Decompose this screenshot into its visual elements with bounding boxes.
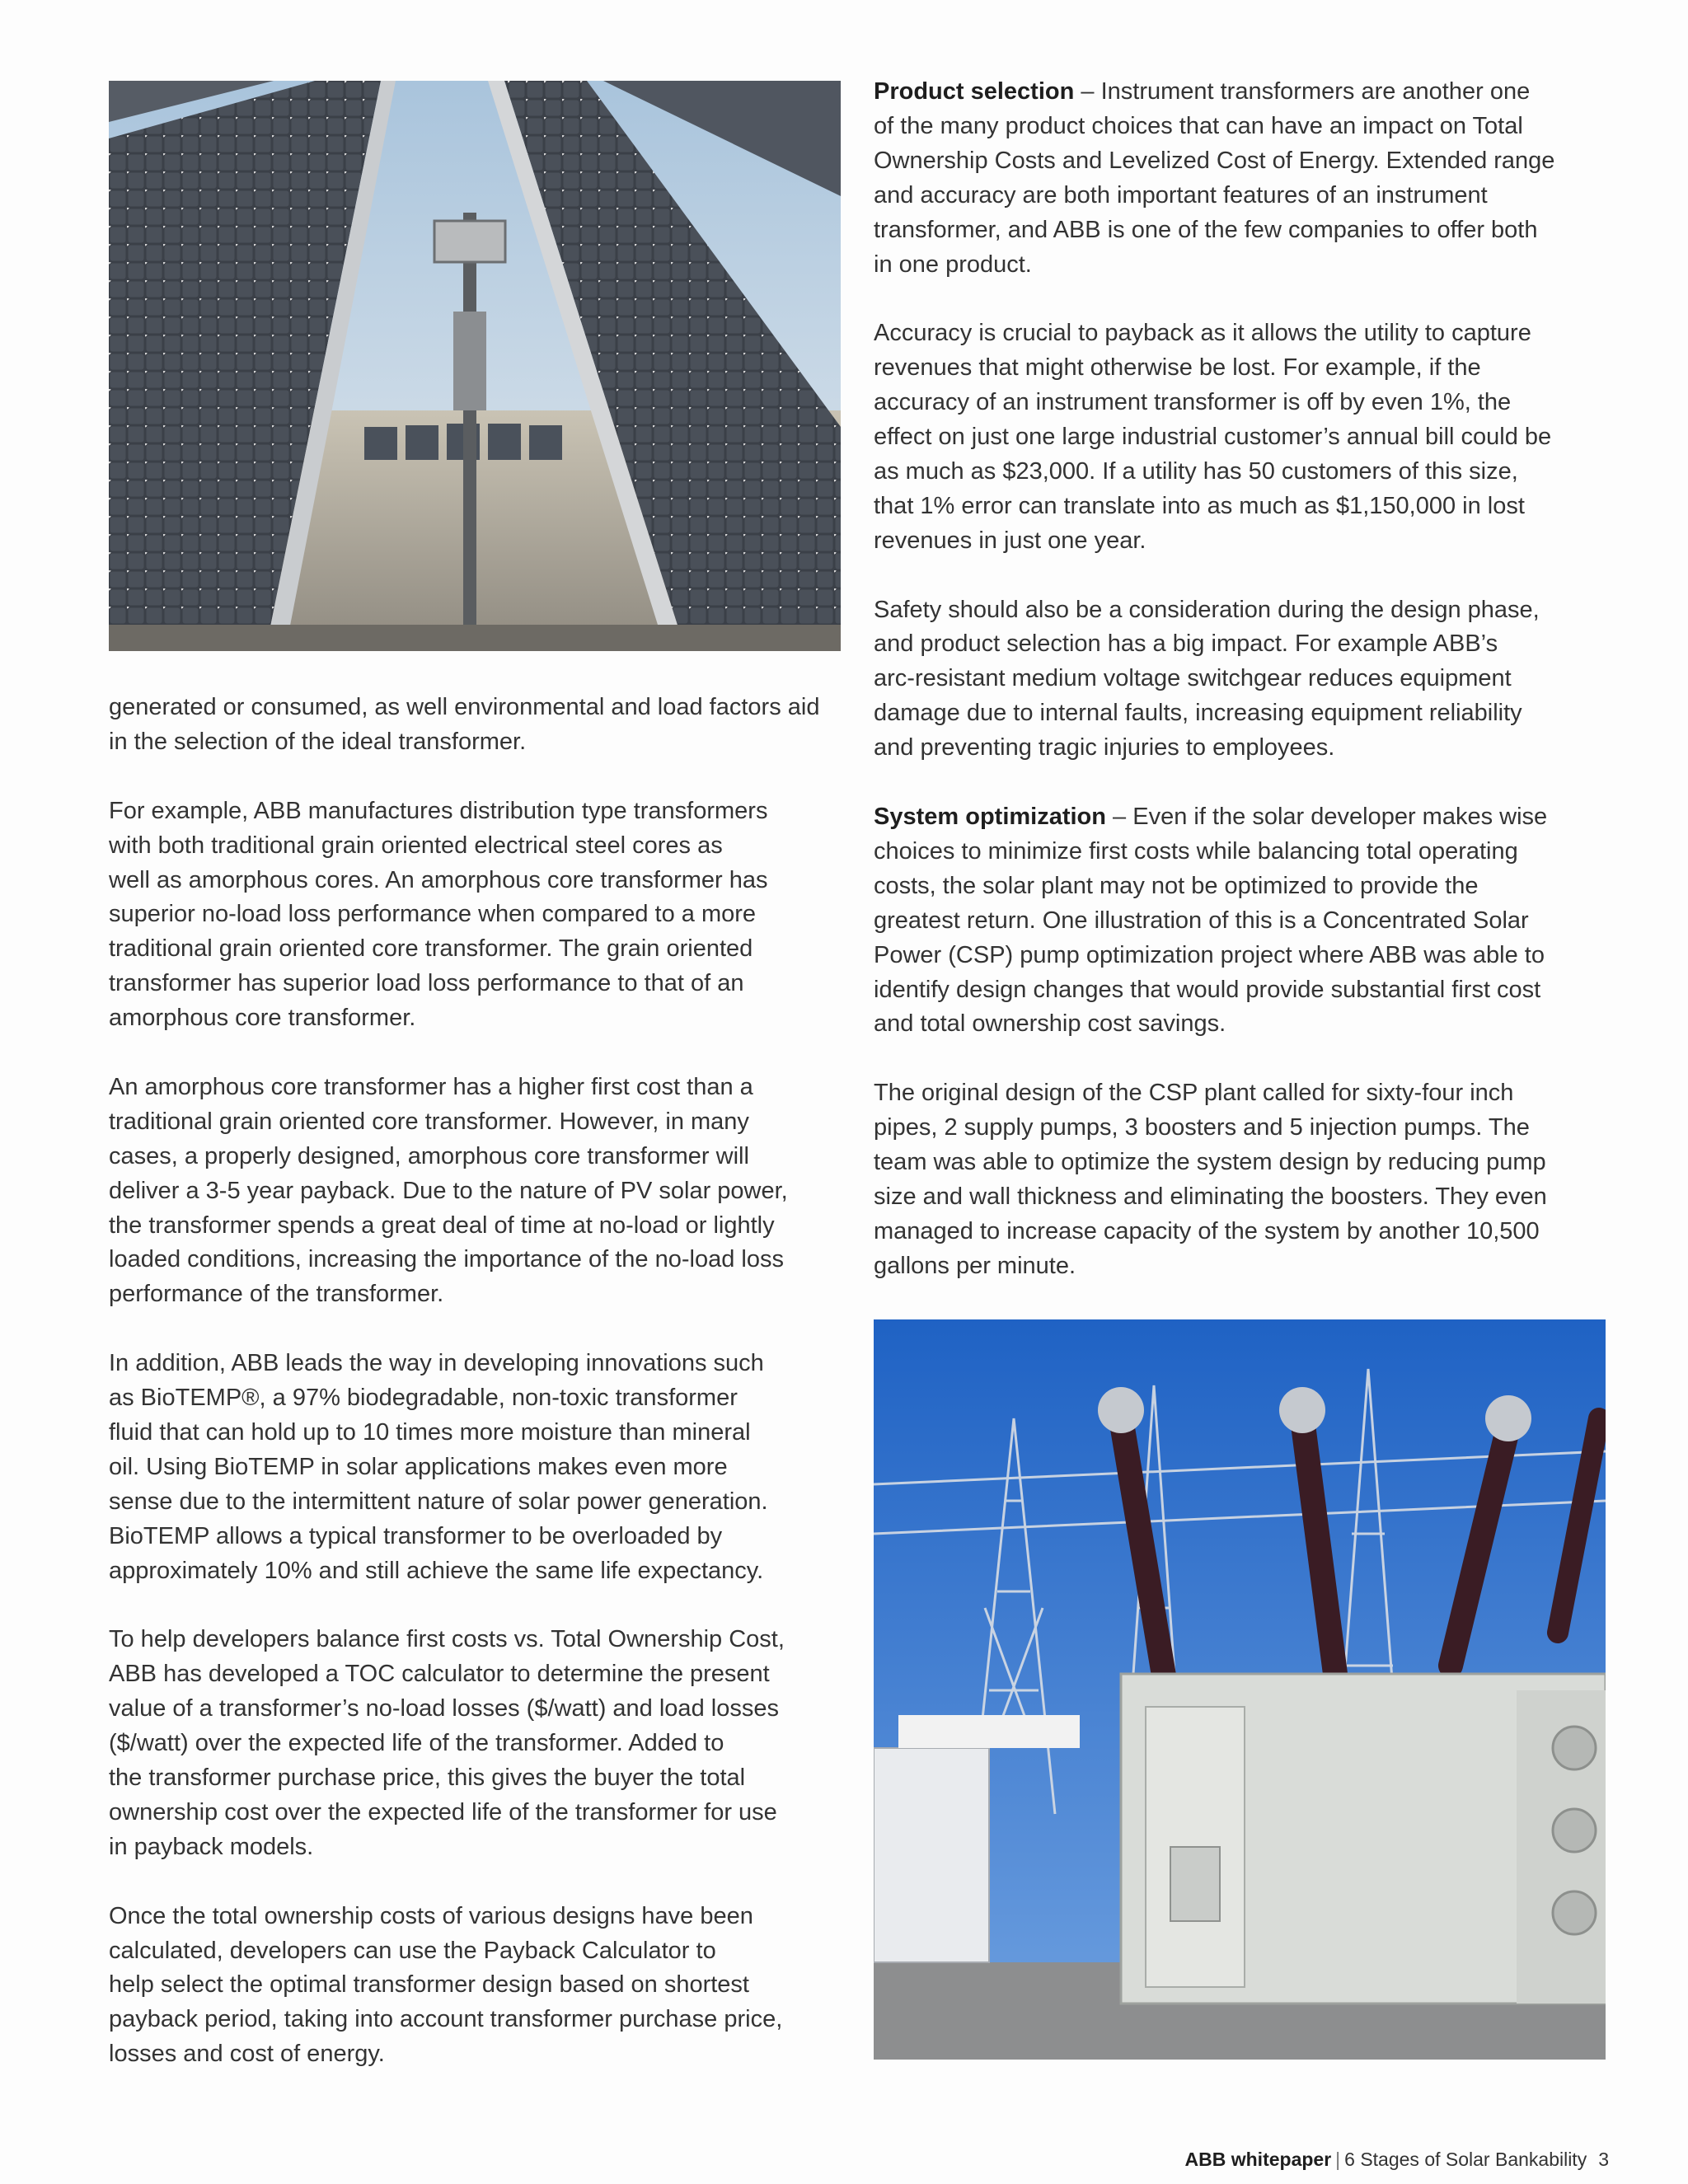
paragraph: Once the total ownership costs of various designs have been calculated, developers can use the Payback Calculator to help select the optimal transformer design based on shortest payback period, taking into account transformer purchase price, losses and cost of energy. [109,1902,783,2068]
paragraph: In addition, ABB leads the way in developing innovations such as BioTEMP®, a 97% biodegradable, non-toxic transformer fluid that can hold up to 10 times more moisture than mineral oil. Using BioTEMP in solar applications makes even more sense due to the intermittent nature of solar power generation. BioTEMP allows a typical transformer to be overloaded by approximately 10% and still achieve the same life expectancy. [109,1350,768,1584]
paragraph-text: – Even if the solar developer makes wise choices to minimize first costs while balancing total operating costs, the solar plant may not be optimized to provide the greatest return. One illustration of this is a Concentrated Solar Power (CSP) pump optimization project where ABB was able to identify design changes that would provide substantial first cost and total ownership cost savings. [874,803,1548,1038]
right-column [874,75,1606,1284]
footer-title: 6 Stages of Solar Bankability [1344,2149,1587,2170]
paragraph: An amorphous core transformer has a higher first cost than a traditional grain oriented core transformer. However, in many cases, a properly designed, amorphous core transformer will deliver a 3-5 year payback. Due to the nature of PV solar power, the transformer spends a great deal of time at no-load or lightly loaded conditions, increasing the importance of the no-load loss performance of the transformer. [109,1073,788,1308]
solar-panels-photo [109,81,841,651]
paragraph-text: – Instrument transformers are another one of the many product choices that can have an impact on Total Ownership Costs and Levelized Cost of Energy. Extended range and accuracy are both important features of an instrument transformer, and ABB is one of the few companies to offer both in one product. [874,78,1555,278]
transformer-photo [874,1319,1606,2060]
section-heading: Product selection [874,78,1075,105]
paragraph-product-selection [874,75,1606,282]
paragraph: The original design of the CSP plant called for sixty-four inch pipes, 2 supply pumps, 3 boosters and 5 injection pumps. The team was able to optimize the system design by reducing pump size and wall thickness and eliminating the boosters. They even managed to increase capacity of the system by another 10,500 gallons per minute. [874,1080,1547,1279]
paragraph: For example, ABB manufactures distribution type transformers with both traditional grain oriented electrical steel cores as well as amorphous cores. An amorphous core transformer has superior no-load loss performance when compared to a more traditional grain oriented core transformer. The grain oriented transformer has superior load loss performance to that of an amorphous core transformer. [109,797,768,1032]
paragraph: generated or consumed, as well environmental and load factors aid in the selection of the ideal transformer. [109,694,820,755]
footer-brand: ABB whitepaper [1184,2149,1332,2170]
paragraph: Accuracy is crucial to payback as it allows the utility to capture revenues that might otherwise be lost. For example, if the accuracy of an instrument transformer is off by even 1%, the effect on just one large industrial customer’s annual bill could be as much as $23,000. If a utility has 50 customers of this size, that 1% error can translate into as much as $1,150,000 in lost revenues in just one year. [874,320,1552,554]
paragraph: Safety should also be a consideration during the design phase, and product selection has a big impact. For example ABB’s arc-resistant medium voltage switchgear reduces equipment damage due to internal faults, increasing equipment reliability and preventing tragic injuries to employees. [874,596,1540,762]
left-column [109,691,841,2072]
paragraph: To help developers balance first costs vs. Total Ownership Cost, ABB has developed a TOC calculator to determine the present value of a transformer’s no-load losses ($/watt) and load losses ($/watt) over the expected life of the transformer. Added to the transformer purchase price, this gives the buyer the total ownership cost over the expected life of the transformer for use in payback models. [109,1626,785,1860]
page-number: 3 [1598,2149,1609,2170]
paragraph-system-optimization [874,800,1606,1042]
footer-separator: | [1335,2149,1341,2170]
page-footer [1185,2148,1609,2171]
section-heading: System optimization [874,803,1106,830]
